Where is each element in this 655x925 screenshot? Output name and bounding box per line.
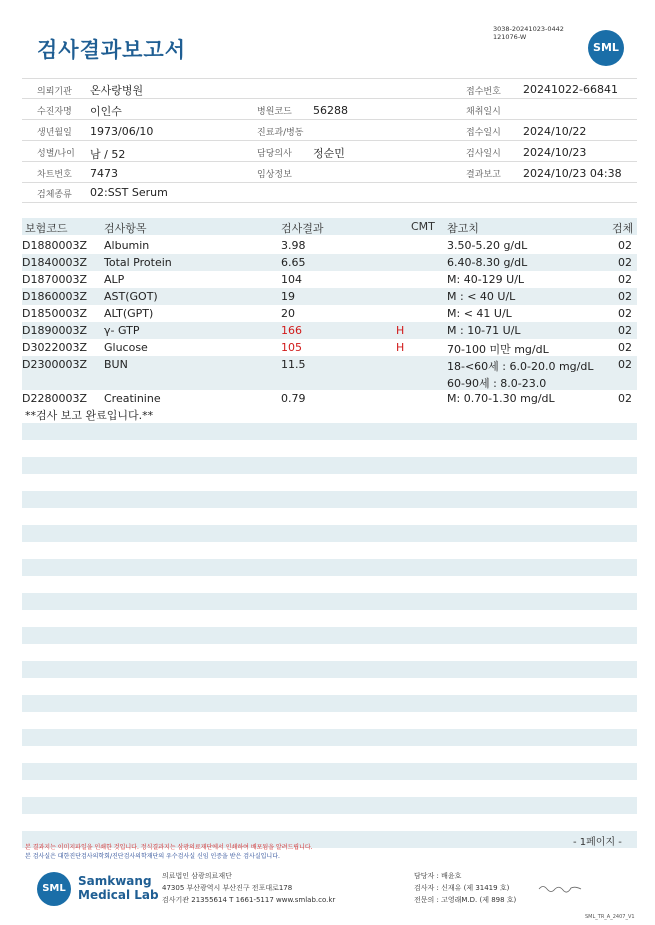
empty-row: [22, 661, 637, 678]
header-cmt: CMT: [411, 220, 435, 233]
dob-value: 1973/06/10: [90, 125, 154, 138]
row-ref: 3.50-5.20 g/dL: [447, 239, 528, 252]
specimen-value: 02:SST Serum: [90, 186, 168, 199]
row-ref: 70-100 미만 mg/dL: [447, 343, 549, 356]
empty-row: [22, 593, 637, 610]
staff-tester: 검사자 : 신재유 (제 31419 호): [414, 884, 510, 892]
page-title: 검사결과보고서: [37, 38, 187, 62]
row-result: 19: [281, 290, 295, 303]
brand-name: [78, 874, 159, 902]
empty-row: [22, 457, 637, 474]
document-id-line1: 3038-20241023-0442: [493, 25, 564, 33]
row-ref: M: 40-129 U/L: [447, 273, 525, 286]
row-ref: M : < 40 U/L: [447, 290, 516, 303]
header-specimen: 검체: [612, 222, 634, 235]
specimen-label: 검체종류: [37, 190, 72, 200]
row-specimen: 02: [618, 273, 632, 286]
row-item: ALT(GPT): [104, 307, 154, 320]
empty-row: [22, 559, 637, 576]
footer-note-certification: 본 검사실은 대한진단검사의학회/진단검사의학재단의 우수검사실 신임 인증을 받은 검사실입니다.: [25, 853, 280, 860]
name-label: 수진자명: [37, 107, 72, 117]
row-code: D3022003Z: [22, 341, 87, 354]
row-specimen: 02: [618, 307, 632, 320]
divider: [22, 202, 637, 203]
organization-info: [162, 870, 335, 906]
receipt-no-label: 접수번호: [466, 87, 501, 97]
dob-label: 생년월일: [37, 128, 72, 138]
row-item: BUN: [104, 358, 128, 371]
row-code: D2300003Z: [22, 358, 87, 371]
row-item: Albumin: [104, 239, 150, 252]
row-specimen: 02: [618, 341, 632, 354]
divider: [22, 161, 637, 162]
row-item: ALP: [104, 273, 125, 286]
staff-info: [414, 870, 516, 906]
empty-row: [22, 729, 637, 746]
row-specimen: 02: [618, 358, 632, 371]
receipt-date-value: 2024/10/22: [523, 125, 587, 138]
empty-row: [22, 695, 637, 712]
receipt-date-label: 접수일시: [466, 128, 501, 138]
clinical-label: 임상정보: [257, 170, 292, 180]
row-code: D1840003Z: [22, 256, 87, 269]
empty-row: [22, 797, 637, 814]
signature-icon: [537, 883, 585, 893]
row-result: 20: [281, 307, 295, 320]
row-item: Creatinine: [104, 392, 161, 405]
report-date-value: 2024/10/23 04:38: [523, 167, 622, 180]
row-code: D1850003Z: [22, 307, 87, 320]
row-item: γ- GTP: [104, 324, 140, 337]
row-item: AST(GOT): [104, 290, 158, 303]
brand-line2: Medical Lab: [78, 888, 159, 902]
test-date-value: 2024/10/23: [523, 146, 587, 159]
row-ref: 60-90세 : 8.0-23.0: [447, 377, 547, 390]
row-ref: M: < 41 U/L: [447, 307, 512, 320]
empty-row: [22, 763, 637, 780]
report-complete-note: **검사 보고 완료입니다.**: [25, 409, 154, 422]
report-date-label: 결과보고: [466, 170, 501, 180]
sex-age-value: 남 / 52: [90, 148, 126, 161]
dept-label: 진료과/병동: [257, 128, 304, 138]
row-result: 104: [281, 273, 302, 286]
row-ref: 6.40-8.30 g/dL: [447, 256, 528, 269]
empty-row: [22, 423, 637, 440]
divider: [22, 119, 637, 120]
row-result: 3.98: [281, 239, 306, 252]
staff-manager: 담당자 : 배윤호: [414, 872, 462, 880]
row-ref: M : 10-71 U/L: [447, 324, 521, 337]
empty-row: [22, 525, 637, 542]
row-specimen: 02: [618, 392, 632, 405]
header-item: 검사항목: [104, 222, 147, 235]
row-result: 11.5: [281, 358, 306, 371]
name-value: 이인수: [90, 105, 122, 118]
row-ref: 18-<60세 : 6.0-20.0 mg/dL: [447, 360, 594, 373]
hospital-code-label: 병원코드: [257, 107, 292, 117]
institution-label: 의뢰기관: [37, 87, 72, 97]
row-result-abnormal: 166: [281, 324, 302, 337]
hospital-code-value: 56288: [313, 104, 348, 117]
test-date-label: 검사일시: [466, 149, 501, 159]
row-specimen: 02: [618, 239, 632, 252]
empty-row: [22, 491, 637, 508]
staff-specialist: 전문의 : 고영래M.D. (제 898 호): [414, 896, 517, 904]
header-result: 검사결과: [281, 222, 324, 235]
sex-age-label: 성별/나이: [37, 149, 75, 159]
row-result-abnormal: 105: [281, 341, 302, 354]
empty-row: [22, 627, 637, 644]
page-number: - 1페이지 -: [573, 837, 622, 848]
chart-no-value: 7473: [90, 167, 118, 180]
row-result: 6.65: [281, 256, 306, 269]
receipt-no-value: 20241022-66841: [523, 83, 618, 96]
organization-address: 47305 부산광역시 부산진구 전포대로178: [162, 884, 293, 892]
form-code: SML_TR_A_2407_V1: [585, 914, 635, 920]
document-id-line2: 121076-W: [493, 33, 527, 41]
doctor-value: 정순민: [313, 147, 345, 160]
row-flag-high: H: [396, 341, 405, 354]
sml-logo-icon: SML: [588, 30, 624, 66]
row-code: D1870003Z: [22, 273, 87, 286]
brand-line1: Samkwang: [78, 874, 152, 888]
doctor-label: 담당의사: [257, 149, 292, 159]
row-flag-high: H: [396, 324, 405, 337]
divider: [22, 182, 637, 183]
header-ref: 참고치: [447, 222, 479, 235]
organization-contact: 검사기관 21355614 T 1661-5117 www.smlab.co.kr: [162, 896, 336, 904]
row-code: D1880003Z: [22, 239, 87, 252]
row-specimen: 02: [618, 324, 632, 337]
row-result: 0.79: [281, 392, 306, 405]
document-id: [493, 25, 564, 41]
chart-no-label: 차트번호: [37, 170, 72, 180]
footer-note-image: 본 결과지는 이미지파일을 인쇄한 것입니다. 정식결과지는 삼광의료재단에서 인쇄하여 배포됨을 알려드립니다.: [25, 844, 313, 851]
divider: [22, 78, 637, 79]
row-item: Total Protein: [104, 256, 172, 269]
row-code: D1860003Z: [22, 290, 87, 303]
row-ref: M: 0.70-1.30 mg/dL: [447, 392, 555, 405]
header-code: 보험코드: [25, 222, 68, 235]
divider: [22, 98, 637, 99]
row-item: Glucose: [104, 341, 148, 354]
organization-name: 의료법인 삼광의료재단: [162, 872, 232, 880]
row-specimen: 02: [618, 256, 632, 269]
row-code: D2280003Z: [22, 392, 87, 405]
collect-date-label: 채취일시: [466, 107, 501, 117]
sml-footer-logo-icon: SML: [37, 872, 71, 906]
row-specimen: 02: [618, 290, 632, 303]
institution-value: 온사랑병원: [90, 84, 144, 97]
divider: [22, 140, 637, 141]
row-code: D1890003Z: [22, 324, 87, 337]
